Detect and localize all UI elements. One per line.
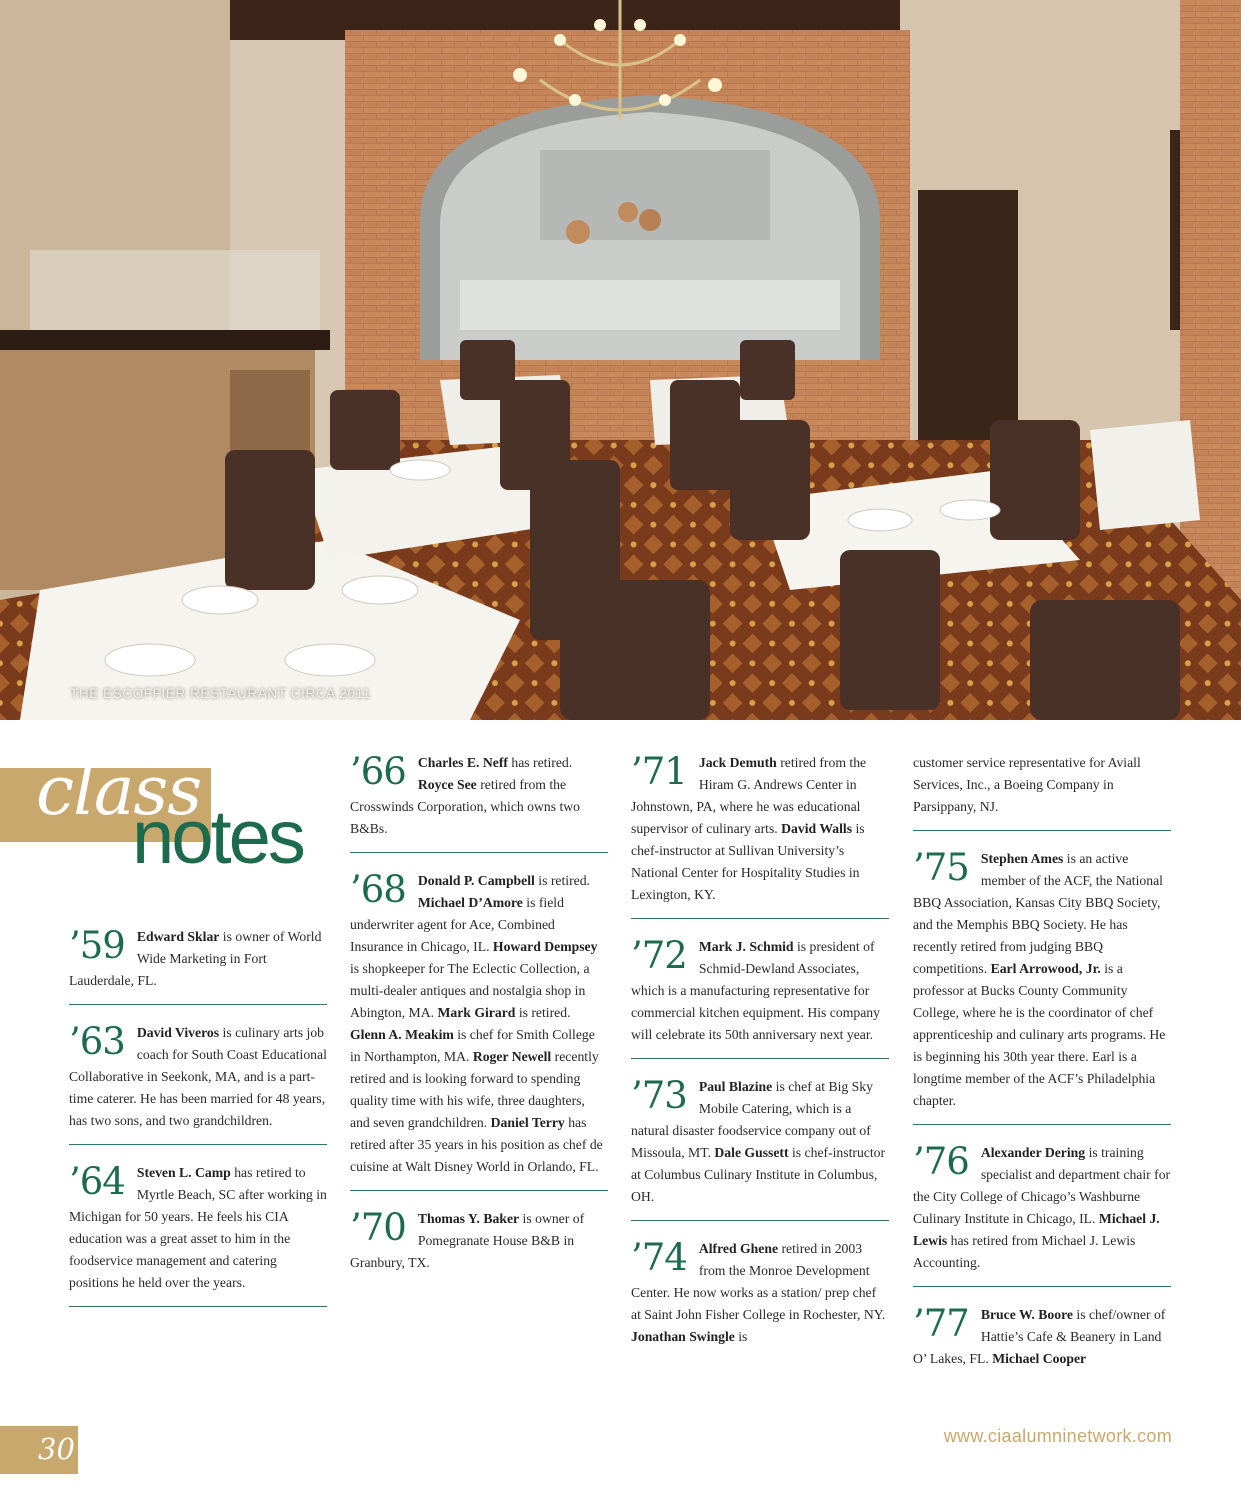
- class-year: ’71: [631, 750, 687, 793]
- alumnus-name: Glenn A. Meakim: [350, 1027, 454, 1042]
- note-body: is shopkeeper for The Eclectic Collection, a multi-dealer antiques and nostalgia shop in Abington, MA.: [350, 961, 590, 1020]
- class-year: ’72: [631, 934, 687, 977]
- note-body: is chef-instructor at Columbus Culinary Institute in Columbus, OH.: [631, 1145, 886, 1204]
- class-note: [69, 1162, 327, 1307]
- alumnus-name: Jack Demuth: [698, 755, 777, 770]
- alumnus-name: Daniel Terry: [490, 1115, 565, 1130]
- restaurant-illustration: [0, 0, 1241, 720]
- alumnus-name: David Walls: [781, 821, 853, 836]
- class-year: ’64: [69, 1160, 125, 1203]
- class-note: [350, 1208, 608, 1274]
- class-year: ’63: [69, 1020, 125, 1063]
- note-body: is field underwriter agent for Ace, Combined Insurance in Chicago, IL.: [350, 895, 564, 954]
- alumnus-name: David Viveros: [136, 1025, 220, 1040]
- alumnus-name: Dale Gussett: [714, 1145, 789, 1160]
- alumnus-name: Howard Dempsey: [492, 939, 598, 954]
- class-note: [350, 870, 608, 1191]
- note-body: recently retired and is looking forward to spending quality time with his wife, three daughters, and seven grandchildren.: [350, 1049, 599, 1130]
- class-year: ’59: [69, 924, 125, 967]
- note-body: is: [734, 1329, 748, 1344]
- note-body: is retired.: [515, 1005, 571, 1020]
- alumnus-name: Edward Sklar: [136, 929, 220, 944]
- section-title-script: class: [36, 752, 202, 831]
- class-year: ’77: [913, 1302, 969, 1345]
- class-note: [69, 1022, 327, 1145]
- column-4: [913, 752, 1171, 1370]
- class-note: [631, 1076, 889, 1221]
- note-text: [350, 868, 603, 1174]
- alumnus-name: Alfred Ghene: [698, 1241, 779, 1256]
- restaurant-photo: [0, 0, 1241, 720]
- alumnus-name: Roger Newell: [472, 1049, 552, 1064]
- note-body: retired from the Hiram G. Andrews Center in Johnstown, PA, where he was educational supervisor of culinary arts.: [631, 755, 867, 836]
- alumnus-name: Mark Girard: [437, 1005, 516, 1020]
- alumnus-name: Jonathan Swingle: [631, 1329, 735, 1344]
- note-body: is training specialist and department chair for the City College of Chicago’s Washburne Culinary Institute in Chicago, IL.: [913, 1145, 1171, 1226]
- note-body: is a professor at Bucks County Community College, where he is the coordinator of chef apprenticeship and culinary arts programs. He is beginning his 30th year there. Earl is a longtime member of the ACF’s Philadelphia chapter.: [913, 961, 1166, 1108]
- note-text: [913, 846, 1166, 1108]
- class-year: ’70: [350, 1206, 406, 1249]
- alumnus-name: Michael D’Amore: [417, 895, 523, 910]
- class-note: [631, 936, 889, 1059]
- alumnus-name: Bruce W. Boore: [980, 1307, 1073, 1322]
- alumnus-name: Charles E. Neff: [417, 755, 508, 770]
- class-note: [913, 848, 1171, 1125]
- note-body: retired from the Crosswinds Corporation, which owns two B&Bs.: [350, 777, 581, 836]
- alumnus-name: Royce See: [417, 777, 477, 792]
- note-body: is chef for Smith College in Northampton, MA.: [350, 1027, 595, 1064]
- alumnus-name: Mark J. Schmid: [698, 939, 794, 954]
- note-body: is chef/owner of Hattie’s Cafe & Beanery in Land O’ Lakes, FL.: [913, 1307, 1166, 1366]
- alumnus-name: Thomas Y. Baker: [417, 1211, 520, 1226]
- class-note: [69, 926, 327, 1005]
- alumnus-name: Michael J. Lewis: [913, 1211, 1160, 1248]
- alumnus-name: Paul Blazine: [698, 1079, 773, 1094]
- class-year: ’76: [913, 1140, 969, 1183]
- alumnus-name: Michael Cooper: [992, 1351, 1087, 1366]
- note-body: is an active member of the ACF, the National BBQ Association, Kansas City BBQ Society, and the Memphis BBQ Society. He has recently retired from judging BBQ competitions.: [913, 851, 1163, 976]
- class-year: ’74: [631, 1236, 687, 1279]
- class-note: [631, 752, 889, 919]
- class-year: ’66: [350, 750, 406, 793]
- note-body: is culinary arts job coach for South Coast Educational Collaborative in Seekonk, MA, and is a part-time caterer. He has been married for 48 years, has two sons, and two grandchildren.: [69, 1025, 327, 1128]
- alumnus-name: Earl Arrowood, Jr.: [990, 961, 1101, 976]
- note-body: has retired.: [507, 755, 573, 770]
- note-body: is president of Schmid-Dewland Associates, which is a manufacturing representative for commercial kitchen equipment. His company will celebrate its 50th anniversary next year.: [631, 939, 880, 1042]
- class-year: ’75: [913, 846, 969, 889]
- alumnus-name: Alexander Dering: [980, 1145, 1086, 1160]
- class-year: ’73: [631, 1074, 687, 1117]
- alumnus-name: Stephen Ames: [980, 851, 1064, 866]
- note-body: has retired from Michael J. Lewis Accounting.: [913, 1233, 1136, 1270]
- note-body: is retired.: [534, 873, 590, 888]
- photo-caption: THE ESCOFFIER RESTAURANT CIRCA 2011: [70, 686, 371, 701]
- class-note: [631, 1238, 889, 1348]
- note-body: retired in 2003 from the Monroe Development Center. He now works as a station/ prep chef at Saint John Fisher College in Rochester, NY.: [631, 1241, 886, 1322]
- class-note: [913, 1304, 1171, 1370]
- note-body: has retired after 35 years in his position as chef de cuisine at Walt Disney World in Orlando, FL.: [350, 1115, 603, 1174]
- alumnus-name: Steven L. Camp: [136, 1165, 231, 1180]
- page-number: 30: [38, 1432, 75, 1466]
- note-body: has retired to Myrtle Beach, SC after working in Michigan for 50 years. He feels his CIA education was a great asset to him in the foodservice management and catering positions he held over the years.: [69, 1165, 327, 1290]
- column-2: [350, 752, 608, 1274]
- class-note: [913, 752, 1171, 831]
- column-1: [69, 926, 327, 1324]
- website-link[interactable]: www.ciaalumninetwork.com: [943, 1426, 1172, 1446]
- note-body: is chef at Big Sky Mobile Catering, which is a natural disaster foodservice company out of Missoula, MT.: [631, 1079, 873, 1160]
- column-3: [631, 752, 889, 1348]
- class-year: ’68: [350, 868, 406, 911]
- note-body: is chef-instructor at Sullivan University’s National Center for Hospitality Studies in Lexington, KY.: [631, 821, 865, 902]
- note-body: is owner of Pomegranate House B&B in Granbury, TX.: [350, 1211, 585, 1270]
- class-note: [350, 752, 608, 853]
- note-body: customer service representative for Aviall Services, Inc., a Boeing Company in Parsippany, NJ.: [913, 755, 1141, 814]
- note-body: is owner of World Wide Marketing in Fort Lauderdale, FL.: [69, 929, 322, 988]
- note-text: [913, 755, 1141, 814]
- section-title-sans: notes: [132, 795, 303, 880]
- alumnus-name: Donald P. Campbell: [417, 873, 535, 888]
- class-note: [913, 1142, 1171, 1287]
